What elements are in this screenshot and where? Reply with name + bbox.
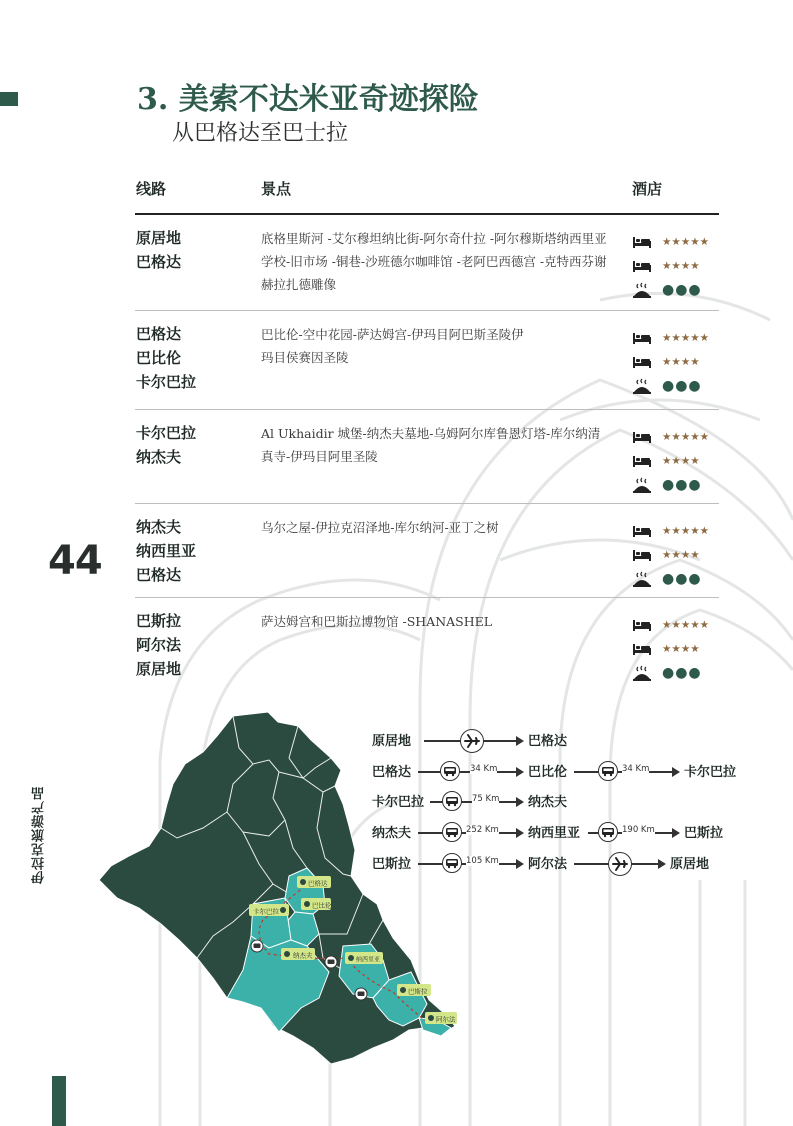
- table-row: [135, 410, 719, 504]
- five-star-rating: ★★★★★: [662, 431, 710, 443]
- header-route: 线路: [136, 180, 167, 198]
- plane-icon: [460, 729, 484, 753]
- legend-to: 巴斯拉: [684, 826, 724, 841]
- legend-to: 原居地: [670, 857, 710, 872]
- bed-icon: [632, 523, 654, 539]
- legend-to: 卡尔巴拉: [684, 765, 737, 780]
- bus-icon: [440, 761, 460, 781]
- four-star-rating: ★★★★: [662, 549, 700, 561]
- hotel-cell: [632, 425, 722, 497]
- hotel-cell: [632, 326, 722, 398]
- route-stop: 巴格达: [136, 566, 182, 584]
- route-cell: [136, 515, 196, 587]
- route-cell: [136, 322, 196, 394]
- legend-row: [372, 853, 772, 875]
- distance-label: 105 Km: [466, 856, 499, 866]
- meal-rating: ●●●: [662, 477, 702, 493]
- sights-cell: 底格里斯河 -艾尔穆坦纳比街-阿尔奇什拉 -阿尔穆斯塔纳西里亚学校-旧市场 -铜巷-沙班德尔咖啡馆 -老阿巴西德宫 -克特西芬谢赫拉扎德雕像: [261, 231, 607, 292]
- route-stop: 卡尔巴拉: [136, 424, 197, 442]
- legend-from: 巴斯拉: [372, 857, 412, 872]
- route-cell: [136, 421, 196, 469]
- sights-cell: 萨达姆宫和巴斯拉博物馆 -SHANASHEL: [261, 614, 493, 629]
- route-cell: [136, 609, 181, 681]
- five-star-rating: ★★★★★: [662, 525, 710, 537]
- route-legend: [372, 728, 772, 878]
- meal-rating: ●●●: [662, 378, 702, 394]
- legend-row: [372, 791, 772, 813]
- legend-row: [372, 730, 772, 752]
- five-star-rating: ★★★★★: [662, 236, 710, 248]
- distance-label: 75 Km: [472, 794, 500, 804]
- bed-icon: [632, 617, 654, 633]
- distance-label: 34 Km: [470, 764, 498, 774]
- legend-to: 纳西里亚: [528, 826, 581, 841]
- distance-label: 34 Km: [622, 764, 650, 774]
- food-dish-icon: [632, 378, 654, 394]
- page-number: 44: [48, 538, 102, 584]
- meal-rating: ●●●: [662, 282, 702, 298]
- bed-icon: [632, 330, 654, 346]
- hotel-cell: [632, 230, 722, 302]
- legend-row: [372, 822, 772, 844]
- pin-label: 巴格达: [308, 879, 328, 888]
- legend-to: 阿尔法: [528, 857, 568, 872]
- route-stop: 巴比伦: [136, 349, 182, 367]
- route-stop: 巴斯拉: [136, 612, 182, 630]
- sights-cell: Al Ukhaidir 城堡-纳杰夫墓地-乌姆阿尔库鲁恩灯塔-库尔纳清真寺-伊玛目阿里圣陵: [261, 426, 601, 464]
- meal-rating: ●●●: [662, 571, 702, 587]
- sights-cell: 乌尔之屋-伊拉克沼泽地-库尔纳河-亚丁之树: [261, 520, 499, 535]
- bus-icon: [598, 761, 618, 781]
- plane-icon: [608, 852, 632, 876]
- route-stop: 纳杰夫: [136, 518, 182, 536]
- meal-rating: ●●●: [662, 665, 702, 681]
- pin-label: 巴比伦: [312, 901, 332, 910]
- header-sights: 景点: [261, 180, 292, 198]
- legend-row: [372, 761, 772, 783]
- bed-icon: [632, 354, 654, 370]
- map-pin-faw: [425, 1012, 457, 1024]
- route-stop: 巴格达: [136, 325, 182, 343]
- itinerary-table: [135, 178, 719, 690]
- bed-icon: [632, 234, 654, 250]
- pin-label: 阿尔法: [436, 1015, 456, 1024]
- legend-from: 原居地: [372, 734, 412, 749]
- table-row: [135, 504, 719, 598]
- map-pin-nasiriyah: [345, 952, 383, 964]
- hotel-cell: [632, 613, 722, 685]
- header-hotel: 酒店: [632, 180, 663, 198]
- bed-icon: [632, 641, 654, 657]
- table-row: [135, 215, 719, 311]
- food-dish-icon: [632, 571, 654, 587]
- legend-to: 巴格达: [528, 734, 568, 749]
- pin-label: 纳杰夫: [293, 951, 313, 960]
- legend-to: 巴比伦: [528, 765, 568, 780]
- distance-label: 190 Km: [622, 825, 655, 835]
- map-pin-baghdad: [297, 876, 331, 888]
- route-stop: 原居地: [136, 660, 182, 678]
- food-dish-icon: [632, 665, 654, 681]
- route-stop: 巴格达: [136, 253, 182, 271]
- legend-to: 纳杰夫: [528, 795, 568, 810]
- bed-icon: [632, 258, 654, 274]
- route-stop: 纳西里亚: [136, 542, 197, 560]
- bus-icon: [442, 791, 462, 811]
- map-pin-basra: [397, 984, 431, 996]
- page-title: 3. 美索不达米亚奇迹探险: [137, 82, 479, 117]
- table-row: [135, 598, 719, 690]
- bus-icon: [442, 822, 462, 842]
- route-stop: 卡尔巴拉: [136, 373, 197, 391]
- map-pin-najaf: [281, 948, 315, 960]
- pin-label: 纳西里亚: [356, 956, 381, 964]
- four-star-rating: ★★★★: [662, 643, 700, 655]
- edge-tab-bottom: [52, 1076, 66, 1126]
- bus-icon: [598, 822, 618, 842]
- food-dish-icon: [632, 477, 654, 493]
- route-stop: 原居地: [136, 229, 182, 247]
- bed-icon: [632, 429, 654, 445]
- map-pin-babylon: [301, 898, 332, 910]
- hotel-cell: [632, 519, 722, 591]
- legend-from: 纳杰夫: [372, 826, 412, 841]
- four-star-rating: ★★★★: [662, 260, 700, 272]
- route-cell: [136, 226, 181, 274]
- legend-from: 卡尔巴拉: [372, 795, 425, 810]
- distance-label: 252 Km: [466, 825, 499, 835]
- four-star-rating: ★★★★: [662, 356, 700, 368]
- side-label: 伊拉克旅游产品: [32, 786, 47, 884]
- pin-label: 巴斯拉: [408, 987, 428, 996]
- route-stop: 阿尔法: [136, 636, 182, 654]
- pin-label: 卡尔巴拉: [253, 907, 279, 916]
- four-star-rating: ★★★★: [662, 455, 700, 467]
- page-subtitle: 从巴格达至巴士拉: [172, 121, 349, 146]
- table-header: [135, 178, 719, 215]
- route-stop: 纳杰夫: [136, 448, 182, 466]
- bed-icon: [632, 453, 654, 469]
- edge-tab-top: [0, 92, 18, 106]
- map-pin-karbala: [249, 904, 289, 916]
- five-star-rating: ★★★★★: [662, 619, 710, 631]
- table-row: [135, 311, 719, 410]
- bus-icon: [442, 853, 462, 873]
- five-star-rating: ★★★★★: [662, 332, 710, 344]
- bed-icon: [632, 547, 654, 563]
- food-dish-icon: [632, 282, 654, 298]
- legend-from: 巴格达: [372, 765, 412, 780]
- sights-cell: 巴比伦-空中花园-萨达姆宫-伊玛目阿巴斯圣陵伊玛目侯赛因圣陵: [261, 327, 524, 365]
